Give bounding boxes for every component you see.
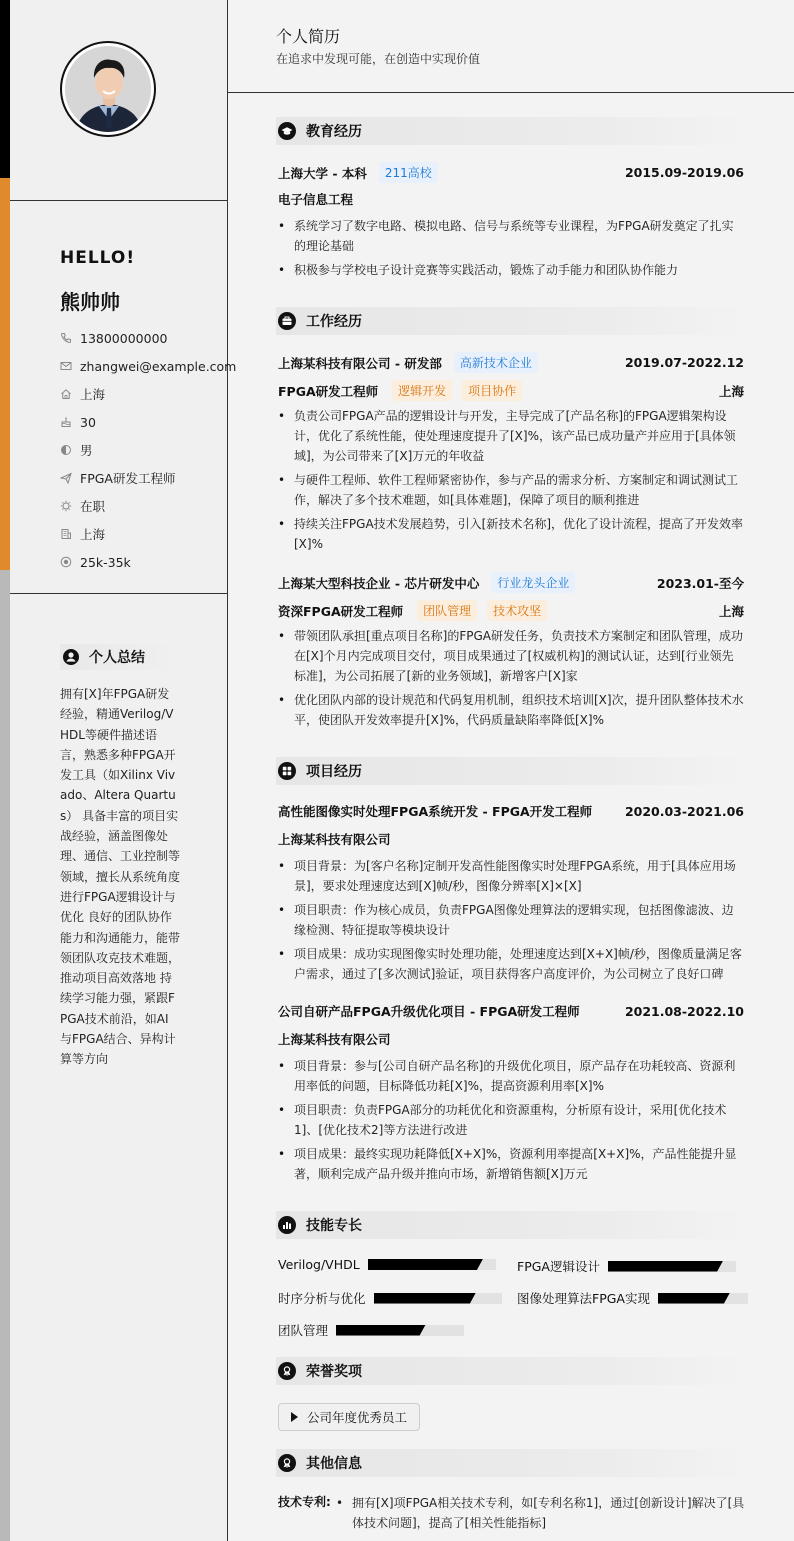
info-age (60, 408, 236, 436)
info-phone-text: 13800000000 (80, 330, 168, 346)
play-triangle-icon (291, 1412, 298, 1422)
building-icon (60, 528, 72, 540)
hello-heading: HELLO! (60, 248, 136, 268)
list-item: • 系统学习了数字电路、模拟电路、信号与系统等专业课程，为FPGA研发奠定了扎实的理论基础 (278, 216, 744, 256)
graduation-cap-icon (278, 122, 296, 140)
skill-bar (374, 1293, 502, 1304)
job-1-skill-tag: 逻辑开发 (392, 380, 452, 401)
info-position (60, 464, 236, 492)
job-2-company: 上海某大型科技企业 - 芯片研发中心 (278, 575, 480, 591)
home-icon (60, 388, 72, 400)
contact-info-list (60, 324, 236, 576)
info-phone (60, 324, 236, 352)
user-circle-icon (63, 649, 79, 665)
sidebar-divider-top (10, 200, 227, 201)
info-status (60, 492, 236, 520)
list-item: • 项目成果：成功实现图像实时处理功能，处理速度达到[X+X]帧/秒，图像质量满足客户需求，通过了[多次测试]验证，项目获得客户高度评价，为公司树立了良好口碑 (278, 944, 744, 984)
project-1-company-row (278, 830, 744, 848)
list-item: • 项目职责：作为核心成员，负责FPGA图像处理算法的逻辑实现，包括图像滤波、边缘检测、特征提取等模块设计 (278, 900, 744, 940)
list-item: • 项目背景：为[客户名称]定制开发高性能图像实时处理FPGA系统，用于[具体应用场景]，要求处理速度达到[X]帧/秒，图像分辨率[X]×[X] (278, 856, 744, 896)
info-home-text: 上海 (80, 387, 106, 402)
job-2-location: 上海 (718, 603, 744, 619)
person-name: 熊帅帅 (60, 290, 120, 314)
skill-name: FPGA逻辑设计 (517, 1259, 600, 1274)
skill-bar (608, 1261, 736, 1272)
award-icon (278, 1454, 296, 1472)
page-subtitle: 在追求中发现可能，在创造中实现价值 (276, 52, 481, 66)
info-salary-text: 25k-35k (80, 554, 131, 570)
education-date: 2015.09-2019.06 (624, 165, 744, 180)
job-1-location: 上海 (718, 383, 744, 399)
list-item: • 优化团队内部的设计规范和代码复用机制，组织技术培训[X]次，提升团队整体技术水平，使团队开发效率提升[X]%，代码质量缺陷率降低[X]% (278, 690, 744, 730)
salary-icon (60, 556, 72, 568)
job-1-date: 2019.07-2022.12 (624, 355, 744, 370)
job-2-role: 资深FPGA研发工程师 (278, 603, 404, 619)
patent-bullets (336, 1493, 746, 1533)
education-tag: 211高校 (379, 162, 438, 183)
job-2-company-tag: 行业龙头企业 (491, 572, 575, 593)
job-1-bullets (278, 406, 744, 558)
skill-name: Verilog/VHDL (278, 1257, 360, 1272)
info-email-text: zhangwei@example.com (80, 358, 237, 374)
avatar-photo (65, 46, 151, 132)
skill-bar-fill (374, 1293, 476, 1304)
education-school: 上海大学 - 本科 (278, 165, 367, 181)
patent-label: 技术专利: (278, 1495, 331, 1509)
work-title: 工作经历 (306, 314, 362, 330)
honors-title: 荣誉奖项 (306, 1364, 362, 1380)
accent-strip-black (0, 0, 10, 178)
skill-bar-fill (336, 1325, 426, 1336)
skills-header (276, 1211, 744, 1239)
list-item: • 项目职责：负责FPGA部分的功耗优化和资源重构，分析原有设计，采用[优化技术1]、[优化技术2]等方法进行改进 (278, 1100, 744, 1140)
info-status-text: 在职 (80, 499, 106, 514)
skills-title: 技能专长 (306, 1218, 362, 1234)
main-content (228, 0, 794, 1541)
page-title: 个人简历 (276, 27, 341, 46)
send-icon (60, 472, 72, 484)
summary-header (60, 644, 178, 670)
project-2-company: 上海某科技有限公司 (278, 1032, 391, 1047)
sidebar-divider-bottom (10, 593, 227, 594)
status-icon (60, 500, 72, 512)
bar-chart-icon (278, 1216, 296, 1234)
info-home (60, 380, 236, 408)
skill-item (517, 1257, 736, 1275)
project-2-company-row (278, 1030, 744, 1048)
avatar (60, 41, 156, 137)
info-email (60, 352, 236, 380)
skill-item (278, 1257, 496, 1272)
skill-item (517, 1289, 748, 1307)
project-2-row (278, 1002, 744, 1020)
award-icon (278, 1362, 296, 1380)
gender-icon (60, 444, 72, 456)
skill-item (278, 1289, 502, 1307)
skill-bar-fill (658, 1293, 730, 1304)
project-2-date: 2021.08-2022.10 (624, 1003, 744, 1019)
skill-bar-fill (608, 1261, 723, 1272)
job-2-date: 2023.01-至今 (656, 575, 744, 591)
briefcase-icon (278, 312, 296, 330)
job-1-company-tag: 高新技术企业 (454, 352, 538, 373)
job-2-bullets (278, 626, 744, 734)
other-header (276, 1449, 744, 1477)
list-item: • 带领团队承担[重点项目名称]的FPGA研发任务，负责技术方案制定和团队管理，成功在[X]个月内完成项目交付，项目成果通过了[权威机构]的测试认证，达到[行业领先标准]，为公司拓展了[新的业务领域]，新增客户[X]家 (278, 626, 744, 686)
honor-item (278, 1403, 420, 1431)
education-major-row (278, 190, 744, 208)
project-2-bullets (278, 1056, 744, 1188)
job-1-company: 上海某科技有限公司 - 研发部 (278, 355, 442, 371)
info-city-text: 上海 (80, 527, 106, 542)
list-item: • 拥有[X]项FPGA相关技术专利，如[专利名称1]，通过[创新设计]解决了[具体技术问题]，提高了[相关性能指标] (336, 1493, 746, 1533)
list-item: • 与硬件工程师、软件工程师紧密协作，参与产品的需求分析、方案制定和调试测试工作，解决了多个技术难题，如[具体难题]，保障了项目的顺利推进 (278, 470, 744, 510)
job-1-role-row (278, 380, 744, 401)
summary-text: 拥有[X]年FPGA研发经验，精通Verilog/VHDL等硬件描述语言，熟悉多种FPGA开发工具（如Xilinx Vivado、Altera Quartus） 具备丰富的项目实战经验，涵盖图像处理、通信、工业控制等领域，擅长从系统角度进行FPGA逻辑设计与优化 良好的团队协作能力和沟通能力，能带领团队攻克技术难题，推动项目高效落地 持续学习能力强，紧跟FPGA技术前沿，如AI与FPGA结合、异构计算等方向 (60, 687, 181, 1067)
sidebar (0, 0, 237, 1541)
work-header (276, 307, 744, 335)
education-bullets (278, 216, 744, 284)
project-2-name: 公司自研产品FPGA升级优化项目 - FPGA研发工程师 (278, 1004, 580, 1019)
list-item: • 持续关注FPGA技术发展趋势，引入[新技术名称]，优化了设计流程，提高了开发效率[X]% (278, 514, 744, 554)
education-major: 电子信息工程 (278, 192, 354, 207)
projects-header (276, 757, 744, 785)
list-item: • 积极参与学校电子设计竞赛等实践活动，锻炼了动手能力和团队协作能力 (278, 260, 744, 280)
project-1-company: 上海某科技有限公司 (278, 832, 391, 847)
cake-icon (60, 416, 72, 428)
project-1-name: 高性能图像实时处理FPGA系统开发 - FPGA开发工程师 (278, 804, 593, 819)
skill-name: 图像处理算法FPGA实现 (517, 1291, 650, 1306)
summary-title: 个人总结 (89, 650, 145, 666)
skill-name: 时序分析与优化 (278, 1291, 366, 1306)
skill-bar (658, 1293, 748, 1304)
phone-icon (60, 332, 72, 344)
project-1-date: 2020.03-2021.06 (624, 803, 744, 819)
info-gender-text: 男 (80, 443, 93, 458)
job-2-skill-tag: 技术攻坚 (487, 600, 547, 621)
grid-icon (278, 762, 296, 780)
job-2-skill-tag: 团队管理 (417, 600, 477, 621)
education-title: 教育经历 (306, 124, 362, 140)
job-1-skill-tag: 项目协作 (462, 380, 522, 401)
list-item: • 项目背景：参与[公司自研产品名称]的升级优化项目，原产品存在功耗较高、资源利用率低的问题，目标降低功耗[X]%，提高资源利用率[X]% (278, 1056, 744, 1096)
projects-title: 项目经历 (306, 764, 362, 780)
skill-bar (336, 1325, 464, 1336)
job-2-row (278, 572, 744, 593)
header-divider (228, 92, 794, 93)
project-1-row (278, 802, 744, 820)
info-position-text: FPGA研发工程师 (80, 471, 176, 486)
job-1-role: FPGA研发工程师 (278, 383, 379, 399)
list-item: • 项目成果：最终实现功耗降低[X+X]%，资源利用率提高[X+X]%，产品性能提升显著，顺利完成产品升级并推向市场，新增销售额[X]万元 (278, 1144, 744, 1184)
skill-item (278, 1321, 464, 1339)
list-item: • 负责公司FPGA产品的逻辑设计与开发，主导完成了[产品名称]的FPGA逻辑架构设计，优化了系统性能，使处理速度提升了[X]%，该产品已成功量产并应用于[具体领域]，为公司带来了[X]万元的年收益 (278, 406, 744, 466)
honors-header (276, 1357, 744, 1385)
skill-bar (368, 1259, 496, 1270)
education-row (278, 162, 744, 183)
education-header (276, 117, 744, 145)
project-1-bullets (278, 856, 744, 988)
other-title: 其他信息 (306, 1456, 362, 1472)
accent-strip-orange (0, 178, 10, 570)
skill-name: 团队管理 (278, 1323, 329, 1338)
job-2-role-row (278, 600, 744, 621)
honor-item-label: 公司年度优秀员工 (307, 1410, 408, 1425)
accent-strip-gray (0, 570, 10, 1541)
info-gender (60, 436, 236, 464)
info-age-text: 30 (80, 414, 96, 430)
mail-icon (60, 360, 72, 372)
info-city (60, 520, 236, 548)
skill-bar-fill (368, 1259, 483, 1270)
job-1-row (278, 352, 744, 373)
info-salary (60, 548, 236, 576)
